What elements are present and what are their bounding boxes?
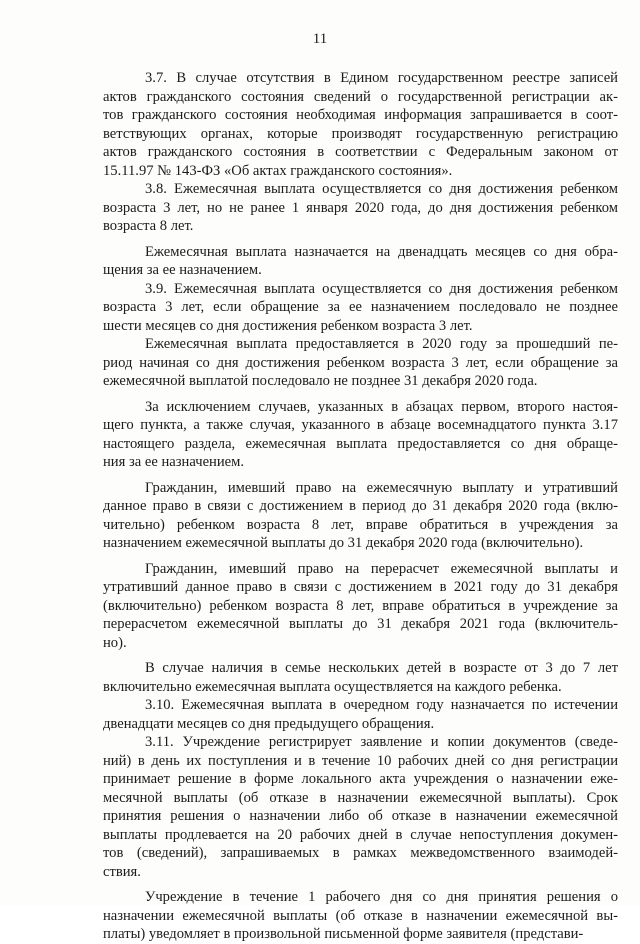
paragraph <box>103 696 618 733</box>
text-line: назначением ежемесячной выплаты до 31 декабря 2020 года (включительно). <box>103 535 584 551</box>
text-line: (включительно) ребенком возраста 8 лет, вправе обратиться в учреждение за <box>103 597 618 614</box>
text-line: ветствующих органах, которые производят государственную регистрацию <box>103 125 618 142</box>
text-line: утративший данное право в связи с достижением в 2021 году до 31 декабря <box>103 579 618 595</box>
text-line: настоящего раздела, ежемесячная выплата предоставляется со дня обраще- <box>103 435 618 452</box>
text-line: выплаты продлевается на 20 рабочих дней в случае непоступления докумен- <box>103 826 618 843</box>
paragraph-gap <box>103 553 618 560</box>
paragraph-gap <box>103 236 618 243</box>
text-line: 3.9. Ежемесячная выплата осуществляется со дня достижения ребенком <box>145 280 618 297</box>
text-line: 3.11. Учреждение регистрирует заявление и копии документов (сведе- <box>145 734 618 750</box>
text-line: щего пункта, а также случая, указанного в абзаце восемнадцатого пункта 3.17 <box>103 417 618 433</box>
text-line: возраста 3 лет, но не ранее 1 января 2020 года, до дня достижения ребенком <box>103 199 618 216</box>
document-body <box>103 69 618 944</box>
text-line: риод начиная со дня достижения ребенком возраста 3 лет, если обращение за <box>103 354 618 371</box>
text-line: актов гражданского состояния в соответствии с Федеральным законом от <box>103 144 618 160</box>
paragraph <box>103 659 618 696</box>
text-line: возраста 8 лет. <box>103 218 194 234</box>
text-line: ежемесячной выплатой последовало не позднее 31 декабря 2020 года. <box>103 373 538 389</box>
paragraph <box>103 335 618 391</box>
text-line: ний) в день их поступления и в течение 10 рабочих дней со дня регистрации <box>103 752 618 769</box>
paragraph <box>103 560 618 653</box>
text-line: ния за ее назначением. <box>103 454 245 470</box>
text-line: щения за ее назначением. <box>103 262 262 278</box>
text-line: платы) уведомляет в произвольной письменной форме заявителя (представи- <box>103 926 584 942</box>
text-line: включительно ежемесячная выплата осуществляется на каждого ребенка. <box>103 678 562 695</box>
paragraph-gap <box>103 391 618 398</box>
text-line: Гражданин, имевший право на ежемесячную выплату и утративший <box>145 479 618 496</box>
text-line: перерасчетом ежемесячной выплаты до 31 декабря 2021 года (включитель- <box>103 616 618 632</box>
text-line: За исключением случаев, указанных в абзацах первом, второго настоя- <box>145 398 618 415</box>
text-line: актов гражданского состояния сведений о государственной регистрации ак- <box>103 88 618 105</box>
text-line: ствия. <box>103 863 141 880</box>
text-line: тов гражданского состояния необходимая информация запрашивается в соот- <box>103 107 618 123</box>
text-line: месячной выплаты (об отказе в назначении ежемесячной выплаты). Срок <box>103 789 618 806</box>
paragraph <box>103 180 618 236</box>
paragraph <box>103 479 618 553</box>
text-line: но). <box>103 634 127 651</box>
text-line: возраста 3 лет, если обращение за ее назначением последовало не позднее <box>103 299 618 315</box>
paragraph <box>103 733 618 881</box>
text-line: принимает решение в форме локального акта учреждения о назначении еже- <box>103 771 618 787</box>
text-line: назначении ежемесячной выплаты (об отказе в назначении ежемесячной вы- <box>103 907 618 924</box>
text-line: принятия решения о назначении либо об отказе в назначении ежемесячной <box>103 808 618 824</box>
text-line: 3.10. Ежемесячная выплата в очередном году назначается по истечении <box>145 697 618 713</box>
page-number: 11 <box>312 31 328 47</box>
text-line: 15.11.97 № 143-ФЗ «Об актах гражданского состояния». <box>103 162 453 179</box>
text-line: Ежемесячная выплата предоставляется в 2020 году за прошедший пе- <box>145 336 618 352</box>
paragraph <box>103 398 618 472</box>
paragraph-gap <box>103 881 618 888</box>
text-line: 3.8. Ежемесячная выплата осуществляется со дня достижения ребенком <box>145 181 618 197</box>
paragraph <box>103 243 618 280</box>
text-line: шести месяцев со дня достижения ребенком возраста 3 лет. <box>103 317 473 334</box>
text-line: Гражданин, имевший право на перерасчет ежемесячной выплаты и <box>145 560 618 577</box>
text-line: данное право в связи с достижением в период до 31 декабря 2020 года (вклю- <box>103 498 618 514</box>
text-line: 3.7. В случае отсутствия в Едином государственном реестре записей <box>145 70 618 86</box>
paragraph-gap <box>103 652 618 659</box>
text-line: Ежемесячная выплата назначается на двенадцать месяцев со дня обра- <box>145 243 618 260</box>
text-line: чительно) ребенком возраста 8 лет, вправе обратиться в учреждения за <box>103 516 618 533</box>
text-line: В случае наличия в семье нескольких детей в возрасте от 3 до 7 лет <box>145 660 618 676</box>
text-line: двенадцати месяцев со дня предыдущего обращения. <box>103 715 435 732</box>
paragraph <box>103 69 618 180</box>
paragraph-gap <box>103 472 618 479</box>
paragraph <box>103 888 618 944</box>
text-line: Учреждение в течение 1 рабочего дня со дня принятия решения о <box>145 889 618 905</box>
text-line: тов (сведений), запрашиваемых в рамках межведомственного взаимодей- <box>103 845 618 861</box>
paragraph <box>103 280 618 336</box>
